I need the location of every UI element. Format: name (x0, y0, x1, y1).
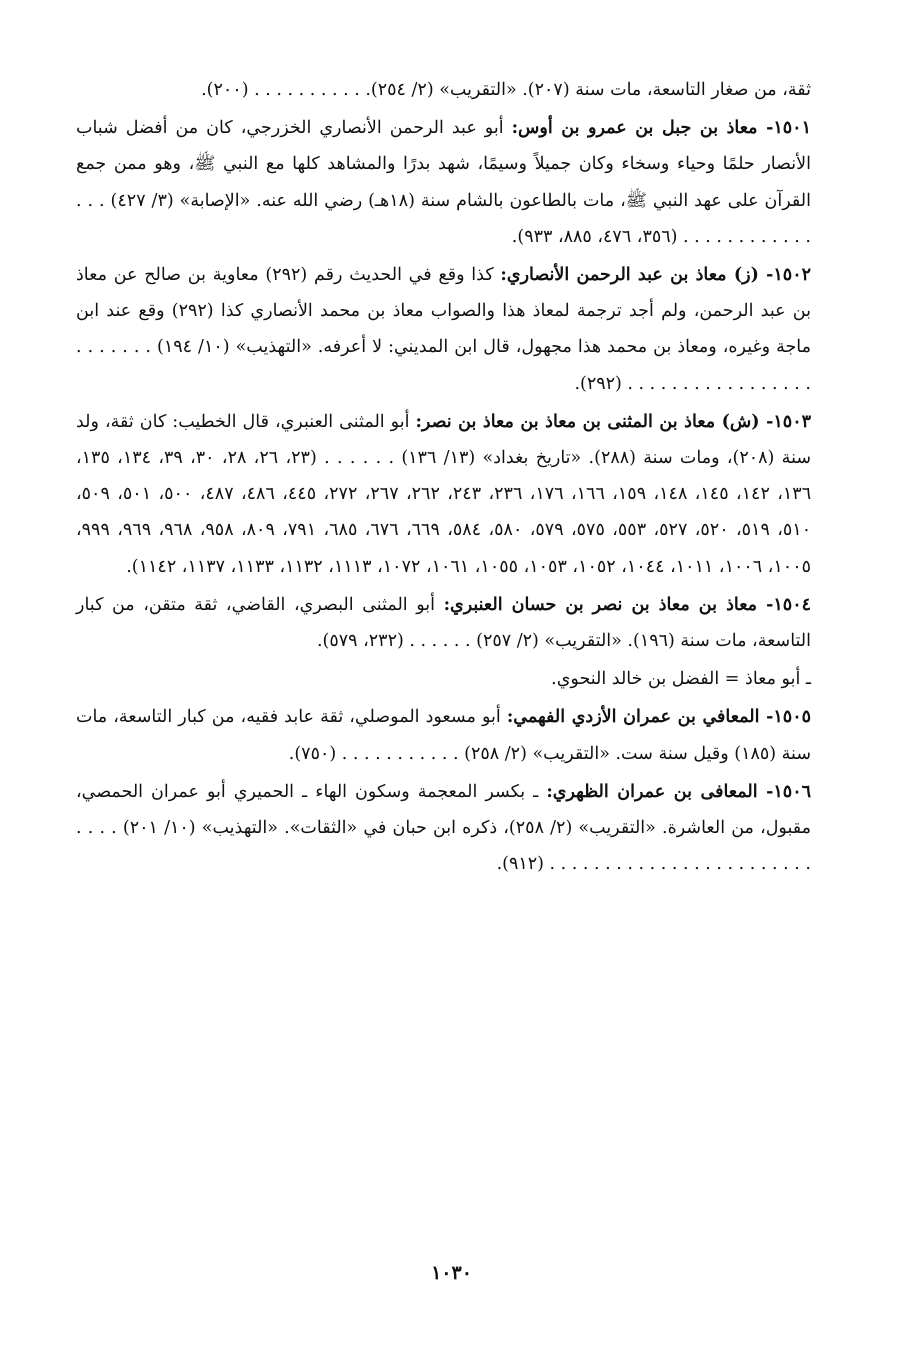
entry-1505 (76, 699, 811, 771)
entry-number: ١٥٠٤- (757, 594, 811, 615)
entry-text: كذا وقع في الحديث رقم (٢٩٢) معاوية بن صالح عن معاذ بن عبد الرحمن، ولم أجد ترجمة لمعاذ هذا والصواب معاذ بن محمد الأنصاري كذا (٢٩٢) وقع عند ابن ماجة وغيره، ومعاذ بن محمد هذا مجهول، قال ابن المديني: لا أعرفه. «التهذيب» (١٠/ ١٩٤) . . . . . . . . . . . . . . . . . . . . . . . . (٢٩٢). (76, 265, 812, 394)
entry-number: ١٥٠٥- (759, 707, 811, 728)
entry-name: (ش) معاذ بن المثنى بن معاذ بن معاذ بن نصر: (415, 411, 760, 432)
entry-number: ١٥٠٣- (759, 411, 812, 432)
entry-name: المعافى بن عمران الظهري: (546, 781, 758, 802)
entry-text: أبو المثنى العنبري، قال الخطيب: كان ثقة، ولد سنة (٢٠٨)، ومات سنة (٢٨٨). «تاريخ بغداد» (١٣/ ١٣٦) . . . . . . (٢٣، ٢٦، ٢٨، ٣٠، ٣٩، ١٣٤، ١٣٥، ١٣٦، ١٤٢، ١٤٥، ١٤٨، ١٥٩، ١٦٦، ١٧٦، ٢٣٦، ٢٤٣، ٢٦٢، ٢٦٧، ٢٧٢، ٤٤٥، ٤٨٦، ٤٨٧، ٥٠٠، ٥٠١، ٥٠٩، ٥١٠، ٥١٩، ٥٢٠، ٥٢٧، ٥٥٣، ٥٧٥، ٥٧٩، ٥٨٠، ٥٨٤، ٦٦٩، ٦٧٦، ٦٨٥، ٧٩١، ٨٠٩، ٩٥٨، ٩٦٨، ٩٦٩، ٩٩٩، ١٠٠٥، ١٠٠٦، ١٠١١، ١٠٤٤، ١٠٥٢، ١٠٥٣، ١٠٥٥، ١٠٦١، ١٠٧٢، ١١١٣، ١١٣٢، ١١٣٣، ١١٣٧، ١١٤٢). (76, 411, 812, 577)
page-number: ١٠٣٠ (431, 1262, 472, 1284)
entry-text: أبو المثنى البصري، القاضي، ثقة متقن، من كبار التاسعة، مات سنة (١٩٦). «التقريب» (٢/ ٢٥٧) . . . . . . (٢٣٢، ٥٧٩). (76, 594, 811, 652)
entry-text: ـ أبو معاذ = الفضل بن خالد النحوي. (551, 669, 811, 690)
entry-text: أبو عبد الرحمن الأنصاري الخزرجي، كان من أفضل شباب الأنصار حلمًا وحياء وسخاء وكان جميلاً وسيمًا، شهد بدرًا والمشاهد كلها مع النبي ﷺ، وهو ممن جمع القرآن على عهد النبي ﷺ، مات بالطاعون بالشام سنة (١٨هـ) رضي الله عنه. «الإصابة» (٣/ ٤٢٧) . . . . . . . . . . . . . . . (٣٥٦، ٤٧٦، ٨٨٥، ٩٣٣). (76, 118, 811, 247)
entry-text: أبو مسعود الموصلي، ثقة عابد فقيه، من كبار التاسعة، مات سنة (١٨٥) وقيل سنة ست. «التقريب» (٢/ ٢٥٨) . . . . . . . . . . . (٧٥٠). (76, 707, 811, 764)
entry-name: معاذ بن جبل بن عمرو بن أوس: (511, 118, 758, 139)
entry-text: ثقة، من صغار التاسعة، مات سنة (٢٠٧). «التقريب» (٢/ ٢٥٤). . . . . . . . . . . (٢٠٠). (201, 80, 811, 100)
entry-1502 (76, 257, 811, 402)
entry-1504 (76, 587, 811, 659)
entry-1500-continuation (76, 72, 811, 108)
entry-name: المعافي بن عمران الأزدي الفهمي: (506, 707, 760, 728)
entry-cross-reference (76, 661, 811, 697)
entry-number: ١٥٠٦- (757, 781, 812, 802)
page-body (76, 72, 811, 882)
entry-name: (ز) معاذ بن عبد الرحمن الأنصاري: (500, 265, 759, 286)
entry-number: ١٥٠٢- (758, 265, 812, 286)
entry-number: ١٥٠١- (757, 118, 811, 139)
entry-1503 (76, 404, 811, 585)
entry-name: معاذ بن معاذ بن نصر بن حسان العنبري: (443, 594, 758, 615)
entry-1506 (76, 774, 811, 883)
entry-text: ـ بكسر المعجمة وسكون الهاء ـ الحميري أبو عمران الحمصي، مقبول، من العاشرة. «التقريب» (٢/ ٢٥٨)، ذكره ابن حبان في «الثقات». «التهذيب» (١٠/ ٢٠١) . . . . . . . . . . . . . . . . . . . . . . . . . . . . (٩١٢). (76, 781, 811, 875)
entry-1501 (76, 110, 811, 255)
